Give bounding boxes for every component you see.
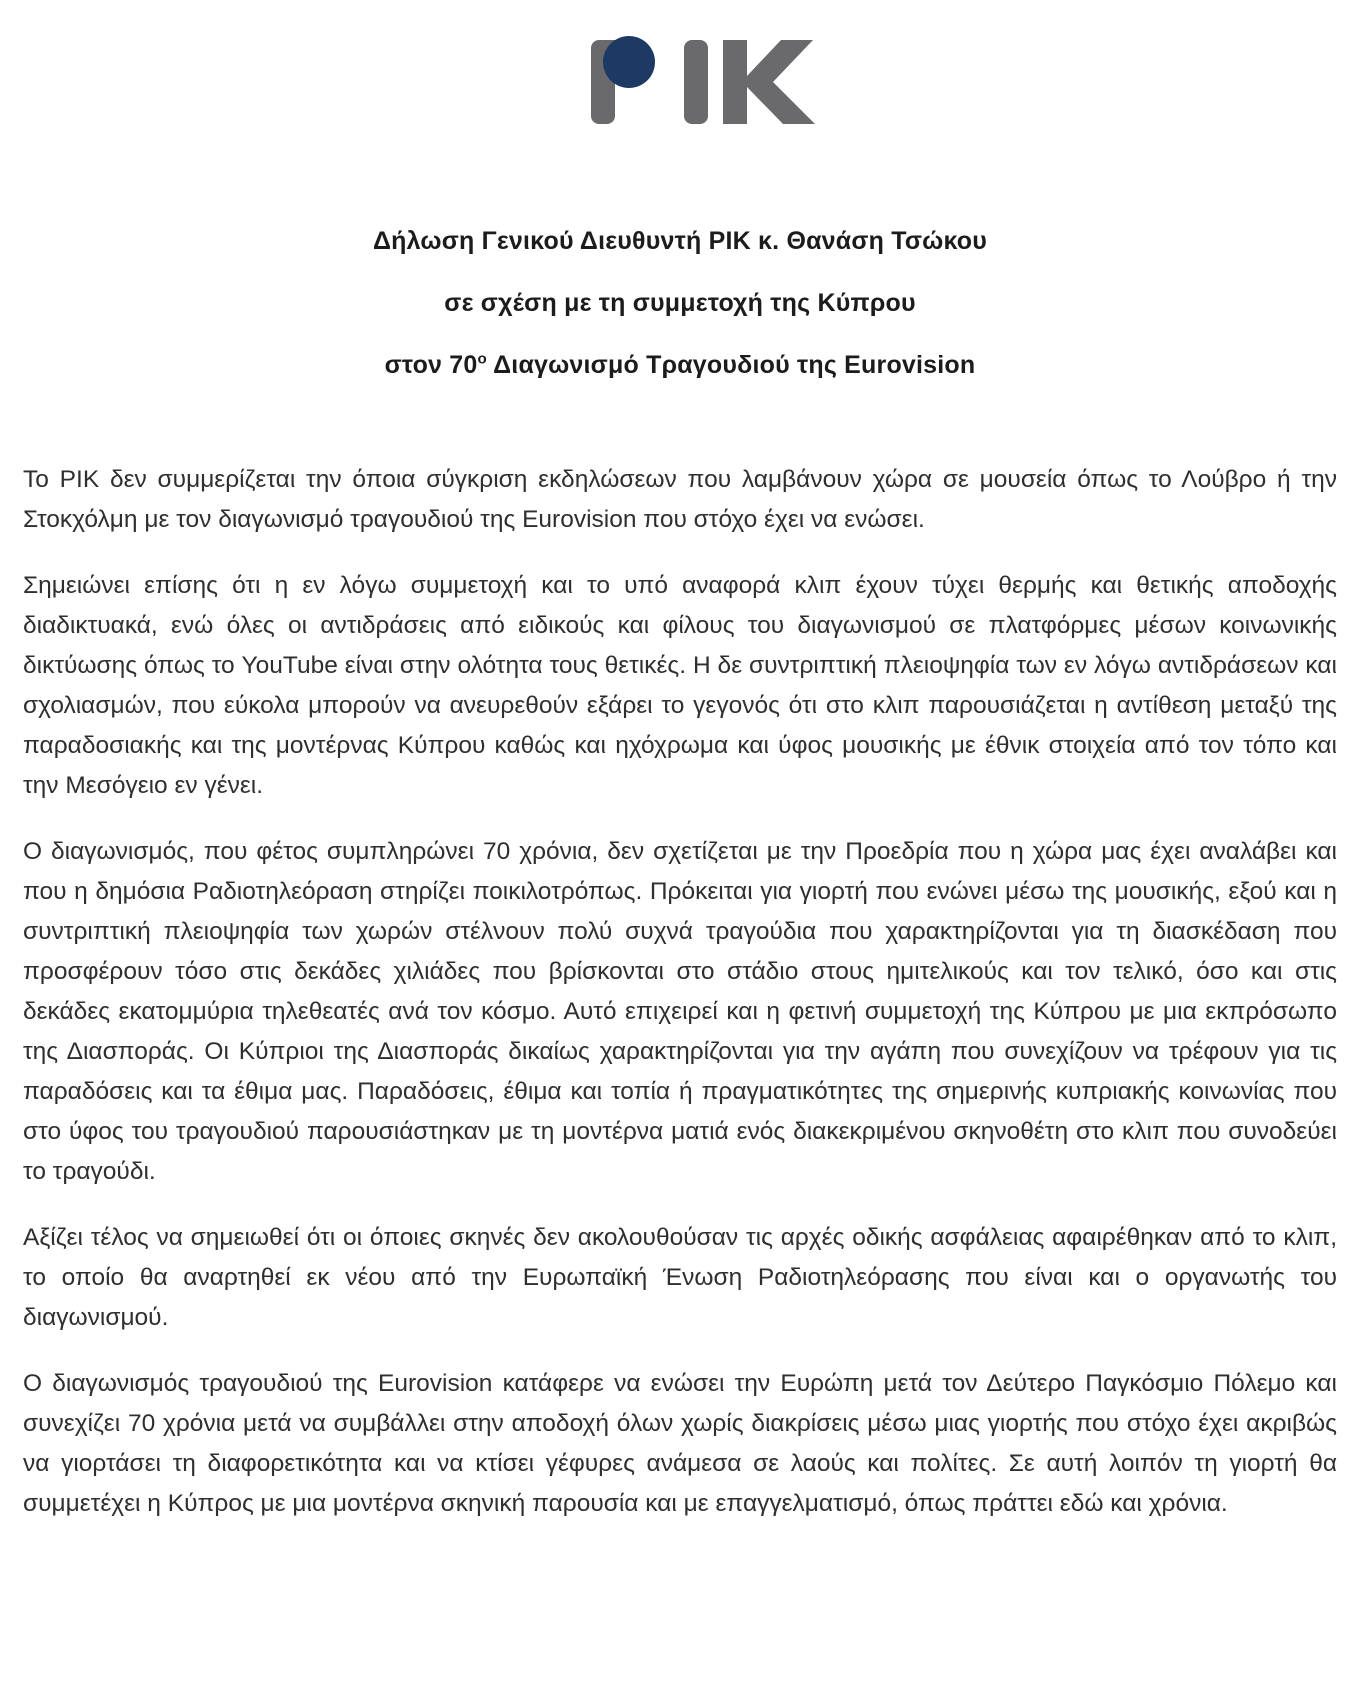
- paragraph-3: Ο διαγωνισμός, που φέτος συμπληρώνει 70 χρόνια, δεν σχετίζεται με την Προεδρία που η χώρα μας έχει αναλάβει και που η δημόσια Ραδιοτηλεόραση στηρίζει ποικιλοτρόπως. Πρόκειται για γιορτή που ενώνει μέσω της μουσικής, εξού και η συντριπτική πλειοψηφία των χωρών στέλνουν πολύ συχνά τραγούδια που χαρακτηρίζονται για τη διασκέδαση που προσφέρουν τόσο στις δεκάδες χιλιάδες που βρίσκονται στο στάδιο στους ημιτελικούς και τον τελικό, όσο και στις δεκάδες εκατομμύρια τηλεθεατές ανά τον κόσμο. Αυτό επιχειρεί και η φετινή συμμετοχή της Κύπρου με μια εκπρόσωπο της Διασποράς. Οι Κύπριοι της Διασποράς δικαίως χαρακτηρίζονται για την αγάπη που συνεχίζουν να τρέφουν για τις παραδόσεις και τα έθιμα μας. Παραδόσεις, έθιμα και τοπία ή πραγματικότητες της σημερινής κυπριακής κοινωνίας που στο ύφος του τραγουδιού παρουσιάστηκαν με τη μοντέρνα ματιά ενός διακεκριμένου σκηνοθέτη στο κλιπ που συνοδεύει το τραγούδι.: [23, 838, 1337, 1185]
- statement-body: [23, 460, 1337, 1524]
- title-line-1: Δήλωση Γενικού Διευθυντή ΡΙΚ κ. Θανάση Τσώκου: [372, 227, 988, 255]
- title-line-3-prefix: στον 70: [384, 351, 478, 379]
- rik-logo-icon: [543, 22, 818, 130]
- title-line-3-suffix: Διαγωνισμό Τραγουδιού της Eurovision: [486, 351, 976, 379]
- title-line-3: [23, 350, 1337, 380]
- logo-blue-dot: [603, 36, 655, 88]
- paragraph-1: Το ΡΙΚ δεν συμμερίζεται την όποια σύγκριση εκδηλώσεων που λαμβάνουν χώρα σε μουσεία όπως το Λούβρο ή την Στοκχόλμη με τον διαγωνισμό τραγουδιού της Eurovision που στόχο έχει να ενώσει.: [23, 466, 1337, 533]
- ordinal-superscript: ο: [477, 350, 487, 368]
- paragraph-2: Σημειώνει επίσης ότι η εν λόγω συμμετοχή και το υπό αναφορά κλιπ έχουν τύχει θερμής και θετικής αποδοχής διαδικτυακά, ενώ όλες οι αντιδράσεις από ειδικούς και φίλους του διαγωνισμού σε πλατφόρμες μέσων κοινωνικής δικτύωσης όπως το YouTube είναι στην ολότητα τους θετικές. Η δε συντριπτική πλειοψηφία των εν λόγω αντιδράσεων και σχολιασμών, που εύκολα μπορούν να ανευρεθούν εξάρει το γεγονός ότι στο κλιπ παρουσιάζεται η αντίθεση μεταξύ της παραδοσιακής και της μοντέρνας Κύπρου καθώς και ηχόχρωμα και ύφος μουσικής με έθνικ στοιχεία από τον τόπο και την Μεσόγειο εν γένει.: [23, 572, 1337, 799]
- statement-title: [23, 226, 1337, 380]
- paragraph-5: Ο διαγωνισμός τραγουδιού της Eurovision κατάφερε να ενώσει την Ευρώπη μετά τον Δεύτερο Παγκόσμιο Πόλεμο και συνεχίζει 70 χρόνια μετά να συμβάλλει στην αποδοχή όλων χωρίς διακρίσεις μέσω μιας γιορτής που στόχο έχει ακριβώς να γιορτάσει τη διαφορετικότητα και να κτίσει γέφυρες ανάμεσα σε λαούς και πολίτες. Σε αυτή λοιπόν τη γιορτή θα συμμετέχει η Κύπρος με μια μοντέρνα σκηνική παρουσία και με επαγγελματισμό, όπως πράττει εδώ και χρόνια.: [23, 1370, 1337, 1517]
- paragraph-4: Αξίζει τέλος να σημειωθεί ότι οι όποιες σκηνές δεν ακολουθούσαν τις αρχές οδικής ασφάλειας αφαιρέθηκαν από το κλιπ, το οποίο θα αναρτηθεί εκ νέου από την Ευρωπαϊκή Ένωση Ραδιοτηλεόρασης που είναι και ο οργανωτής του διαγωνισμού.: [23, 1224, 1337, 1331]
- rik-logo: [23, 22, 1337, 130]
- title-line-2: σε σχέση με τη συμμετοχή της Κύπρου: [444, 289, 916, 317]
